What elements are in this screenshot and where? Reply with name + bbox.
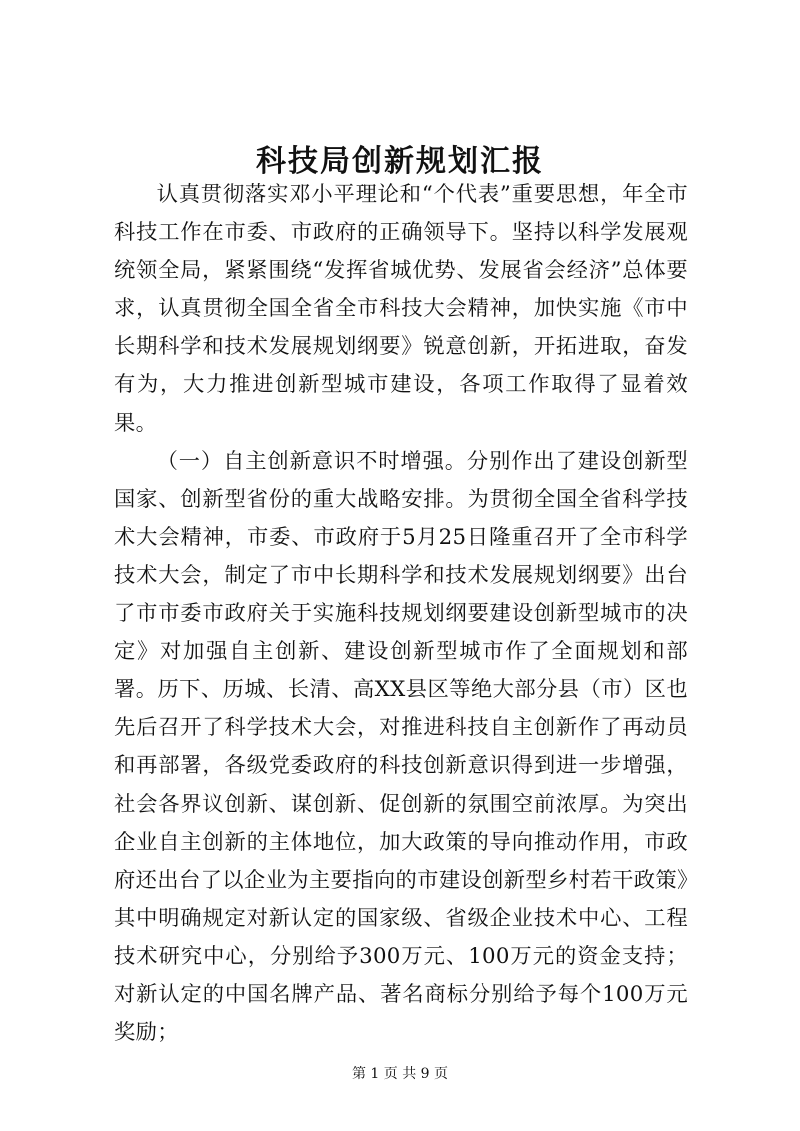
paragraph-intro: 认真贯彻落实邓小平理论和“个代表”重要思想，年全市科技工作在市委、市政府的正确领导下。坚持以科学发展观统领全局，紧紧围绕“发挥省城优势、发展省会经济”总体要求，认真贯彻全国全省全市科技大会精神，加快实施《市中长期科学和技术发展规划纲要》锐意创新，开拓进取，奋发有为，大力推进创新型城市建设，各项工作取得了显着效果。	[114, 182, 688, 436]
document-body	[114, 176, 688, 1052]
document-title: 科技局创新规划汇报	[256, 144, 544, 179]
page-number-footer: 第 1 页 共 9 页	[351, 1066, 449, 1082]
paragraph-section-1: （一）自主创新意识不时增强。分别作出了建设创新型国家、创新型省份的重大战略安排。为贯彻全国全省科学技术大会精神，市委、市政府于5月25日隆重召开了全市科学技术大会，制定了市中长期科学和技术发展规划纲要》出台了市市委市政府关于实施科技规划纲要建设创新型城市的决定》对加强自主创新、建设创新型城市作了全面规划和部署。历下、历城、长清、高XX县区等绝大部分县（市）区也先后召开了科学技术大会，对推进科技自主创新作了再动员和再部署，各级党委政府的科技创新意识得到进一步增强，社会各界议创新、谋创新、促创新的氛围空前浓厚。为突出企业自主创新的主体地位，加大政策的导向推动作用，市政府还出台了以企业为主要指向的市建设创新型乡村若干政策》其中明确规定对新认定的国家级、省级企业技术中心、工程技术研究中心，分别给予300万元、100万元的资金支持；对新认定的中国名牌产品、著名商标分别给予每个100万元奖励；	[114, 448, 688, 1046]
